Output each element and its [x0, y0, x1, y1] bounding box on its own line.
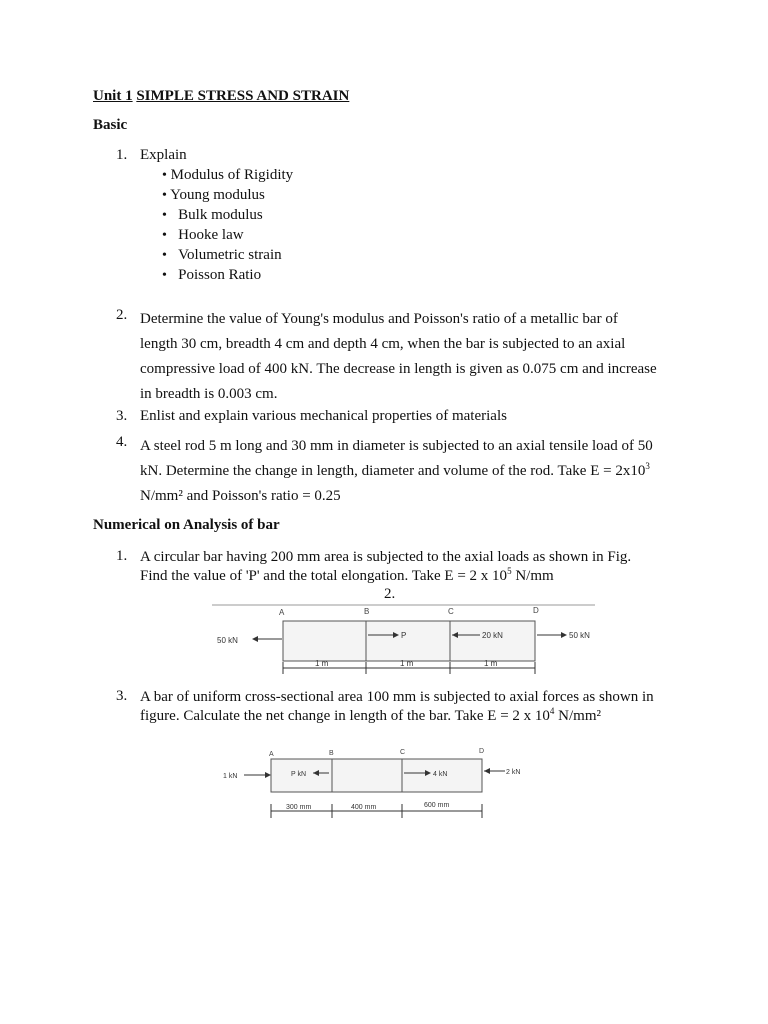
list-item: • Hooke law [162, 227, 244, 243]
load-label-left: 50 kN [217, 636, 238, 645]
dimension-label: 400 mm [351, 804, 377, 811]
point-label-d: D [533, 606, 539, 615]
arrow-right-icon [265, 772, 271, 778]
load-label-p: P kN [291, 771, 307, 778]
point-label-b: B [329, 750, 334, 757]
list-item: • Young modulus [162, 187, 265, 203]
q3-number: 3. [116, 408, 128, 424]
bar-diagram-1 [200, 600, 610, 680]
point-label-c: C [400, 749, 406, 756]
arrow-left-icon [484, 768, 490, 774]
section-heading-basic: Basic [93, 117, 128, 133]
load-label-right: 2 kN [506, 769, 521, 776]
q3-text: Enlist and explain various mechanical properties of materials [140, 408, 507, 424]
nq3-number: 3. [116, 688, 128, 704]
nq1-number: 1. [116, 548, 128, 564]
load-label-left: 1 kN [223, 773, 238, 780]
q4-text: A steel rod 5 m long and 30 mm in diameter is subjected to an axial tensile load of 50 kN. Determine the change in length, diameter and volume of the rod. Take $E = 2x10^3$ N/mm² and Poisson's ratio = 0.25 [140, 438, 653, 504]
figure-number: 2. [384, 586, 396, 602]
q2-text: Determine the value of Young's modulus and Poisson's ratio of a metallic bar of length 30 cm, breadth 4 cm and depth 4 cm, when the bar is subjected to an axial compressive load of 400 kN. The decrease in length is given as 0.075 cm and increase in breadth is 0.003 cm. [140, 311, 657, 402]
dimension-label: 1 m [315, 659, 329, 668]
point-label-a: A [279, 608, 285, 617]
q2-number: 2. [116, 307, 128, 323]
load-label-p: P [401, 631, 407, 640]
dimension-label: 600 mm [424, 802, 450, 809]
page-title [93, 88, 349, 105]
dimension-label: 1 m [400, 659, 414, 668]
bar-diagram-2 [215, 745, 535, 825]
dimension-label: 1 m [484, 659, 498, 668]
unit-title: SIMPLE STRESS AND STRAIN [136, 88, 350, 104]
list-item: • Bulk modulus [162, 207, 263, 223]
nq1-text: A circular bar having 200 mm area is subjected to the axial loads as shown in Fig. Find the value of 'P' and the total elongation. Take E = 2 x $10^5$ N/mm [140, 549, 632, 584]
list-item: • Poisson Ratio [162, 267, 262, 283]
bullet-list [162, 167, 293, 287]
list-item: • Modulus of Rigidity [162, 167, 294, 183]
q1-number: 1. [116, 147, 128, 163]
load-label-right: 50 kN [569, 631, 590, 640]
q4-number: 4. [116, 434, 128, 450]
nq3-text: A bar of uniform cross-sectional area 100 mm is subjected to axial forces as shown in figure. Calculate the net change in length of the bar. Take E = 2 x $10^4$ N/mm² [140, 689, 654, 724]
arrow-right-icon [561, 632, 567, 638]
unit-label: Unit 1 [93, 88, 133, 104]
list-item: • Volumetric strain [162, 247, 282, 263]
load-label-mid: 4 kN [433, 771, 448, 778]
arrow-left-icon [252, 636, 258, 642]
point-label-c: C [448, 607, 454, 616]
q1-text: Explain [140, 147, 187, 163]
point-label-b: B [364, 607, 370, 616]
load-label-mid: 20 kN [482, 631, 503, 640]
section-heading-numerical: Numerical on Analysis of bar [93, 517, 280, 533]
dimension-label: 300 mm [286, 804, 312, 811]
point-label-a: A [269, 751, 274, 758]
point-label-d: D [479, 748, 485, 755]
